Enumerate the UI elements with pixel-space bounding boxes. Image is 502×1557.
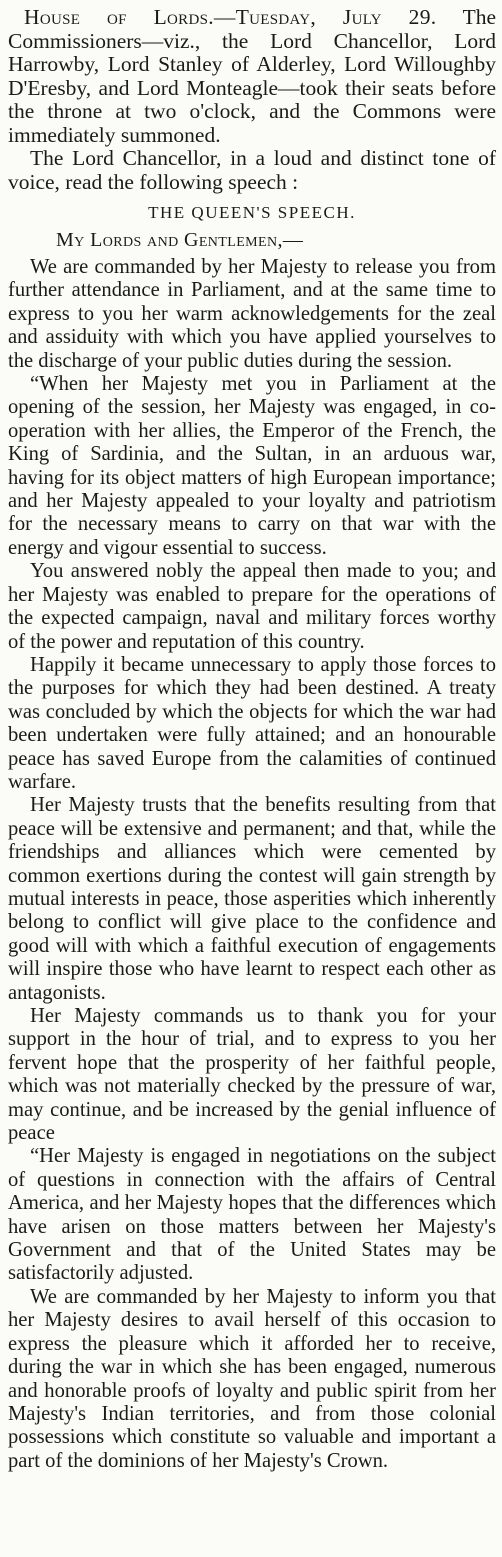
speech-paragraph-3: You answered nobly the appeal then made to you; and her Majesty was enabled to prepare for the operations of the expected campaign, naval and military forces worthy of the power and reputation of this country. [8,560,496,653]
salutation: My Lords and Gentlemen,— [56,229,304,251]
intro-paragraph: The Lord Chancellor, in a loud and distinct tone of voice, read the following speech : [8,146,496,194]
speech-paragraph-6: Her Majesty commands us to thank you for your support in the hour of trial, and to express to you her fervent hope that the prosperity of her faithful people, which was not materially checked by the pressure of war, may continue, and be increased by the genial influence of peace [8,1005,496,1145]
speech-paragraph-1: We are commanded by her Majesty to release you from further attendance in Parliament, and at the same time to express to you her warm acknowledgements for the zeal and assiduity with which you have applied yourselves to the discharge of your public duties during the session. [8,256,496,372]
speech-title: THE QUEEN'S SPEECH. [148,203,356,222]
speech-paragraph-4: Happily it became unnecessary to apply those forces to the purposes for which they had been destined. A treaty was concluded by which the objects for which the war had been undertaken were fully attained; and an honourable peace has saved Europe from the calamities of continued warfare. [8,653,496,793]
article-headline [8,6,496,147]
speech-paragraph-5: Her Majesty trusts that the benefits resulting from that peace will be extensive and permanent; and that, while the friendships and alliances which were cemented by common exertions during the contest will gain strength by mutual interests in peace, those asperities which inherently belong to conflict will give place to the confidence and good will with which a faithful execution of engagements will inspire those who have learnt to respect each other as antagonists. [8,794,496,1004]
speech-paragraph-2: “When her Majesty met you in Parliament at the opening of the session, her Majesty was engaged, in co-operation with her allies, the Emperor of the French, the King of Sardinia, and the Sultan, in an arduous war, having for its object matters of high European importance; and her Majesty appealed to your loyalty and patriotism for the necessary means to carry on that war with the energy and vigour essential to success. [8,373,496,559]
speech-paragraph-8: We are commanded by her Majesty to inform you that her Majesty desires to avail herself of this occasion to express the pleasure which it afforded her to receive, during the war in which she has been engaged, numerous and honorable proofs of loyalty and public spirit from her Majesty's Indian territories, and from those colonial possessions which constitute so valuable and important a part of the dominions of her Majesty's Crown. [8,1285,496,1472]
speech-paragraph-7: “Her Majesty is engaged in negotiations on the subject of questions in connection with the affairs of Central America, and her Majesty hopes that the differences which have arisen on those matters between her Majesty's Government and that of the United States may be satisfactorily adjusted. [8,1145,496,1285]
headline-text: The Commissioners—viz., the Lord Chancellor, Lord Harrowby, Lord Stanley of Alderley, Lord Willoughby D'Eresby, and Lord Monteagle—took their seats before the throne at two o'clock, and the Commons were immediately summoned. [8,5,496,147]
headline-house-date: House of Lords.—Tuesday, July 29. [24,5,437,29]
